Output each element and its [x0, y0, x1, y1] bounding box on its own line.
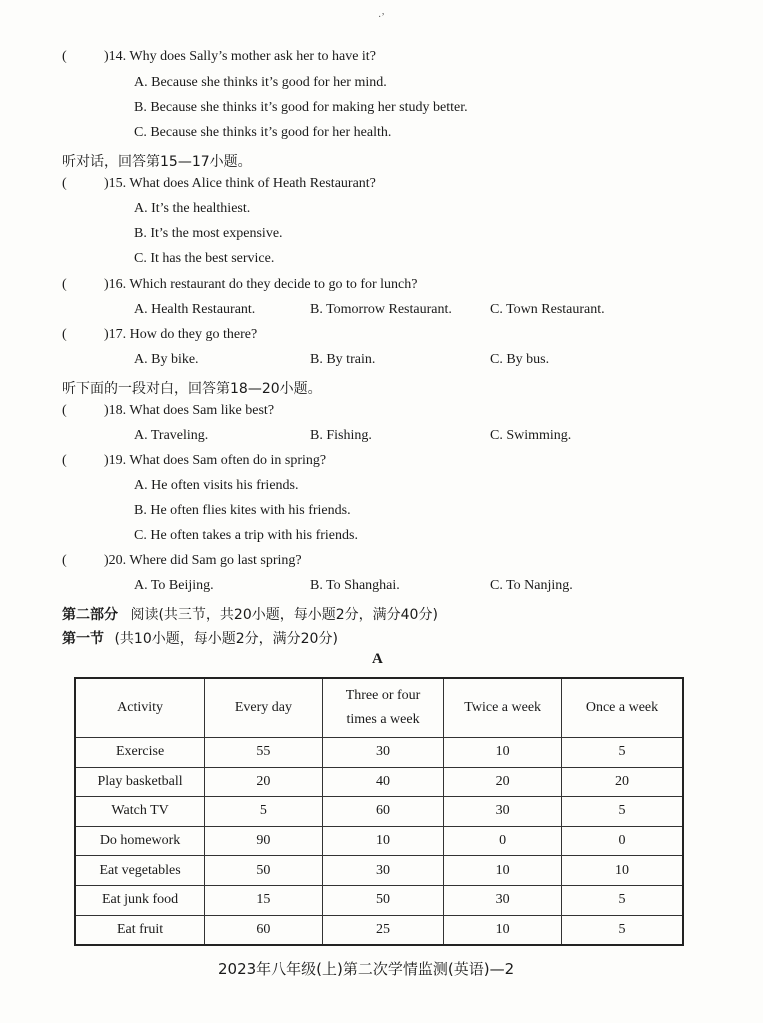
- table-cell: Play basketball: [75, 767, 205, 797]
- option-20-c: C. To Nanjing.: [490, 578, 573, 593]
- table-cell: 10: [444, 915, 562, 945]
- table-cell: 50: [322, 885, 444, 915]
- answer-blank-17[interactable]: (: [62, 327, 67, 342]
- option-17-a: A. By bike.: [134, 352, 199, 367]
- option-14-a: A. Because she thinks it’s good for her mind.: [134, 75, 387, 90]
- table-cell: 0: [561, 826, 683, 856]
- table-cell: 10: [322, 826, 444, 856]
- table-cell: 50: [205, 856, 323, 886]
- question-14: )14. Why does Sally’s mother ask her to have it?: [104, 49, 376, 64]
- section1-label: 第一节: [62, 631, 104, 647]
- option-16-c: C. Town Restaurant.: [490, 302, 605, 317]
- table-cell: 60: [322, 797, 444, 827]
- part2-label: 第二部分: [62, 607, 118, 623]
- option-19-a: A. He often visits his friends.: [134, 478, 299, 493]
- question-18: )18. What does Sam like best?: [104, 403, 275, 418]
- question-16: )16. Which restaurant do they decide to go to for lunch?: [104, 277, 418, 292]
- table-cell: Eat vegetables: [75, 856, 205, 886]
- table-cell: 40: [322, 767, 444, 797]
- table-header-row: [75, 678, 683, 738]
- table-cell: 10: [444, 738, 562, 768]
- option-17-b: B. By train.: [310, 352, 376, 367]
- table-cell: 10: [444, 856, 562, 886]
- table-cell: 5: [561, 738, 683, 768]
- table-cell: 90: [205, 826, 323, 856]
- table-cell: 5: [561, 885, 683, 915]
- option-20-b: B. To Shanghai.: [310, 578, 400, 593]
- question-17: )17. How do they go there?: [104, 327, 258, 342]
- table-cell: 30: [322, 856, 444, 886]
- table-cell: 30: [444, 885, 562, 915]
- table-cell: Eat junk food: [75, 885, 205, 915]
- table-cell: 25: [322, 915, 444, 945]
- answer-blank-14[interactable]: (: [62, 49, 67, 64]
- answer-blank-19[interactable]: (: [62, 453, 67, 468]
- part2-heading: [62, 604, 438, 624]
- option-18-c: C. Swimming.: [490, 428, 572, 443]
- section1-heading: [62, 628, 338, 648]
- table-cell: Watch TV: [75, 797, 205, 827]
- instruction-15-17: 听对话，回答第15—17小题。: [62, 154, 252, 170]
- table-cell: 5: [205, 797, 323, 827]
- option-19-c: C. He often takes a trip with his friends.: [134, 528, 358, 543]
- option-14-c: C. Because she thinks it’s good for her health.: [134, 125, 392, 140]
- option-20-a: A. To Beijing.: [134, 578, 214, 593]
- table-row: [75, 915, 683, 945]
- table-row: [75, 797, 683, 827]
- answer-blank-20[interactable]: (: [62, 553, 67, 568]
- table-row: [75, 885, 683, 915]
- section1-desc: (共10小题，每小题2分，满分20分): [114, 631, 338, 647]
- table-cell: 0: [444, 826, 562, 856]
- option-17-c: C. By bus.: [490, 352, 550, 367]
- table-cell: 30: [322, 738, 444, 768]
- question-20: )20. Where did Sam go last spring?: [104, 553, 302, 568]
- option-15-a: A. It’s the healthiest.: [134, 201, 251, 216]
- activity-table: [74, 677, 684, 946]
- table-cell: Do homework: [75, 826, 205, 856]
- table-cell: 30: [444, 797, 562, 827]
- table-cell: 15: [205, 885, 323, 915]
- header-three-or-four: Three or four times a week: [322, 678, 444, 738]
- option-19-b: B. He often flies kites with his friends.: [134, 503, 351, 518]
- table-cell: 55: [205, 738, 323, 768]
- page-mark: ·’: [378, 12, 385, 23]
- table-cell: 20: [561, 767, 683, 797]
- page-footer: 2023年八年级(上)第二次学情监测(英语)—2: [218, 960, 515, 978]
- option-14-b: B. Because she thinks it’s good for making her study better.: [134, 100, 468, 115]
- header-every-day: Every day: [205, 678, 323, 738]
- header-once-a-week: Once a week: [561, 678, 683, 738]
- table-cell: 20: [444, 767, 562, 797]
- table-cell: 5: [561, 915, 683, 945]
- option-18-b: B. Fishing.: [310, 428, 372, 443]
- instruction-18-20: 听下面的一段对白，回答第18—20小题。: [62, 381, 322, 397]
- part2-desc: 阅读(共三节，共20小题，每小题2分，满分40分): [130, 607, 438, 623]
- header-twice-a-week: Twice a week: [444, 678, 562, 738]
- table-cell: 60: [205, 915, 323, 945]
- table-cell: 10: [561, 856, 683, 886]
- table-row: [75, 738, 683, 768]
- option-16-b: B. Tomorrow Restaurant.: [310, 302, 452, 317]
- table-row: [75, 767, 683, 797]
- table-row: [75, 826, 683, 856]
- question-19: )19. What does Sam often do in spring?: [104, 453, 327, 468]
- table-cell: 20: [205, 767, 323, 797]
- table-row: [75, 856, 683, 886]
- option-15-b: B. It’s the most expensive.: [134, 226, 283, 241]
- answer-blank-15[interactable]: (: [62, 176, 67, 191]
- table-cell: Exercise: [75, 738, 205, 768]
- option-15-c: C. It has the best service.: [134, 251, 275, 266]
- answer-blank-16[interactable]: (: [62, 277, 67, 292]
- passage-title: A: [372, 651, 383, 667]
- table-cell: 5: [561, 797, 683, 827]
- question-15: )15. What does Alice think of Heath Restaurant?: [104, 176, 376, 191]
- option-18-a: A. Traveling.: [134, 428, 209, 443]
- table-cell: Eat fruit: [75, 915, 205, 945]
- option-16-a: A. Health Restaurant.: [134, 302, 256, 317]
- header-activity: Activity: [75, 678, 205, 738]
- answer-blank-18[interactable]: (: [62, 403, 67, 418]
